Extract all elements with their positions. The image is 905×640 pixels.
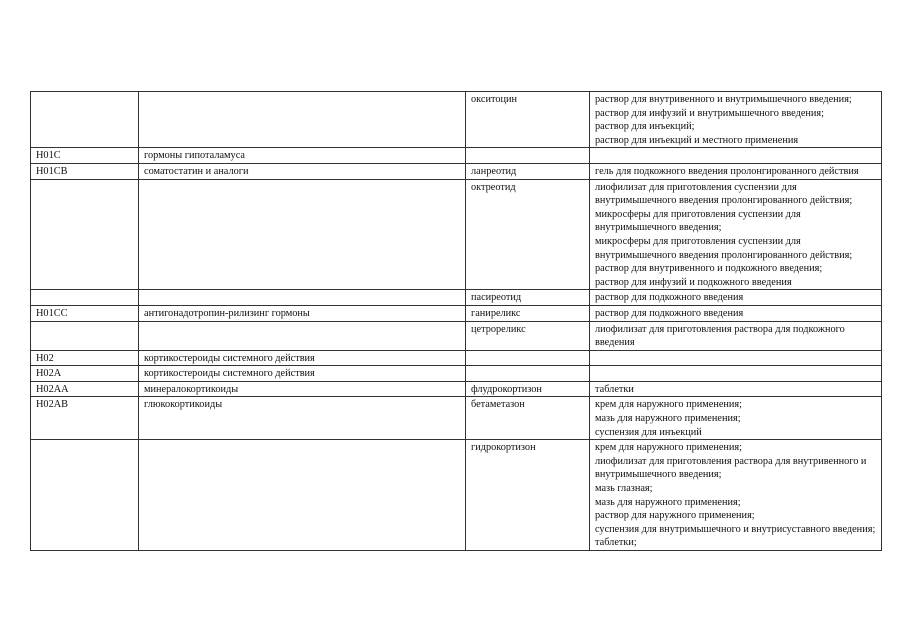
drug-name-cell: октреотид	[466, 179, 590, 290]
table-row	[31, 397, 882, 440]
drug-name-cell: гидрокортизон	[466, 440, 590, 551]
dosage-form: крем для наружного применения;	[595, 442, 743, 454]
drug-name-cell	[466, 366, 590, 382]
atc-group-cell: глюкокортикоиды	[139, 397, 466, 440]
table-row	[31, 366, 882, 382]
dosage-form: раствор для инъекций;	[595, 121, 695, 133]
atc-group-cell: антигонадотропин-рилизинг гормоны	[139, 305, 466, 321]
atc-code-cell	[31, 290, 139, 306]
dosage-form: раствор для внутривенного и подкожного введения;	[595, 263, 823, 275]
dosage-forms-cell	[590, 179, 882, 290]
dosage-form: раствор для наружного применения;	[595, 510, 755, 522]
drug-name-cell: окситоцин	[466, 92, 590, 148]
dosage-forms-cell	[590, 305, 882, 321]
dosage-form: таблетки;	[595, 537, 637, 549]
atc-group-cell: соматостатин и аналоги	[139, 163, 466, 179]
atc-code-cell: H01CB	[31, 163, 139, 179]
dosage-forms-cell	[590, 440, 882, 551]
atc-group-cell: кортикостероиды системного действия	[139, 366, 466, 382]
atc-group-cell	[139, 92, 466, 148]
dosage-form: мазь для наружного применения;	[595, 413, 741, 425]
dosage-form: раствор для инъекций и местного применения	[595, 134, 799, 146]
table-row	[31, 440, 882, 551]
dosage-forms-cell	[590, 148, 882, 164]
atc-code-cell: H02A	[31, 366, 139, 382]
dosage-forms-cell	[590, 366, 882, 382]
dosage-form: гель для подкожного введения пролонгированного действия	[595, 165, 859, 177]
atc-code-cell: H01C	[31, 148, 139, 164]
dosage-forms-cell	[590, 163, 882, 179]
dosage-form: раствор для инфузий и подкожного введения	[595, 276, 792, 288]
table-row	[31, 350, 882, 366]
dosage-form: суспензия для внутримышечного и внутрисуставного введения;	[595, 523, 876, 535]
dosage-forms-cell	[590, 290, 882, 306]
atc-code-cell: H02AA	[31, 381, 139, 397]
table-row	[31, 321, 882, 350]
atc-code-cell: H02AB	[31, 397, 139, 440]
drug-name-cell: флудрокортизон	[466, 381, 590, 397]
dosage-form: раствор для подкожного введения	[595, 292, 744, 304]
drug-table	[30, 91, 882, 551]
atc-group-cell	[139, 440, 466, 551]
dosage-forms-cell	[590, 350, 882, 366]
dosage-form: лиофилизат для приготовления раствора для подкожного введения	[595, 323, 845, 349]
dosage-form: таблетки	[595, 383, 634, 395]
atc-code-cell	[31, 179, 139, 290]
drug-name-cell: ганиреликс	[466, 305, 590, 321]
table-row	[31, 92, 882, 148]
atc-code-cell	[31, 92, 139, 148]
drug-name-cell: ланреотид	[466, 163, 590, 179]
dosage-forms-cell	[590, 92, 882, 148]
dosage-form: микросферы для приготовления суспензии для внутримышечного введения пролонгированного действия;	[595, 235, 853, 261]
dosage-form: мазь глазная;	[595, 483, 653, 495]
dosage-form: раствор для подкожного введения	[595, 307, 744, 319]
dosage-form: мазь для наружного применения;	[595, 496, 741, 508]
dosage-form: раствор для внутривенного и внутримышечного введения;	[595, 94, 852, 105]
dosage-form: крем для наружного применения;	[595, 399, 743, 411]
atc-group-cell	[139, 321, 466, 350]
drug-table-body	[31, 92, 882, 551]
atc-code-cell: H02	[31, 350, 139, 366]
table-row	[31, 163, 882, 179]
table-row	[31, 148, 882, 164]
table-row	[31, 179, 882, 290]
dosage-forms-cell	[590, 397, 882, 440]
atc-group-cell	[139, 179, 466, 290]
atc-code-cell	[31, 440, 139, 551]
dosage-forms-cell	[590, 321, 882, 350]
atc-code-cell	[31, 321, 139, 350]
drug-name-cell: бетаметазон	[466, 397, 590, 440]
dosage-form: раствор для инфузий и внутримышечного введения;	[595, 107, 825, 119]
dosage-form: микросферы для приготовления суспензии для внутримышечного введения;	[595, 208, 801, 234]
table-row	[31, 290, 882, 306]
dosage-form: суспензия для инъекций	[595, 426, 702, 438]
dosage-form: лиофилизат для приготовления раствора для внутривенного и внутримышечного введения;	[595, 455, 867, 481]
dosage-form: лиофилизат для приготовления суспензии для внутримышечного введения пролонгированного действия;	[595, 181, 853, 207]
drug-name-cell	[466, 350, 590, 366]
drug-name-cell	[466, 148, 590, 164]
table-row	[31, 381, 882, 397]
atc-code-cell: H01CC	[31, 305, 139, 321]
dosage-forms-cell	[590, 381, 882, 397]
drug-name-cell: пасиреотид	[466, 290, 590, 306]
atc-group-cell: кортикостероиды системного действия	[139, 350, 466, 366]
atc-group-cell: минералокортикоиды	[139, 381, 466, 397]
table-row	[31, 305, 882, 321]
drug-name-cell: цетрореликс	[466, 321, 590, 350]
atc-group-cell: гормоны гипоталамуса	[139, 148, 466, 164]
atc-group-cell	[139, 290, 466, 306]
